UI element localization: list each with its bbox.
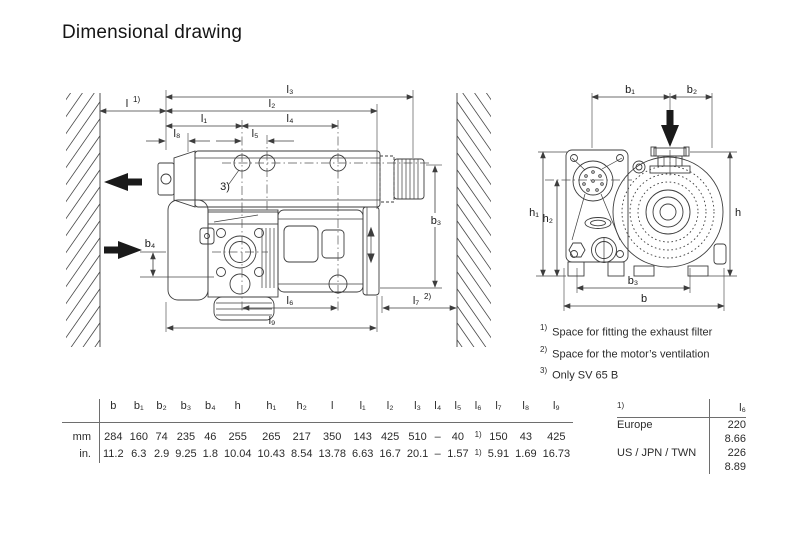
region-row-us-jpn-twn [617,446,746,460]
region-header-dim: l₆ [710,399,747,417]
region-table-wrapper [617,399,746,474]
connector [573,161,613,201]
footnote-marker-2: 2) [424,292,432,301]
col-header-l5: l₅ [444,399,471,423]
cell-in: 1.8 [202,448,218,461]
cell-in: – [434,448,441,461]
col-header-b3: b₃ [172,399,199,423]
cell-in: 6.63 [351,448,374,461]
region-label: US / JPN / TWN [617,446,697,459]
cell-in: 5.91 [487,448,510,461]
cell-in: 16.7 [379,448,401,461]
dimension-table [62,399,573,463]
right-wall [453,45,499,400]
cell-mm: 160 [129,430,148,443]
col-header-l2: l₂ [376,399,403,423]
cell-mm: – [434,430,441,443]
cell-in: 11.2 [103,448,124,461]
dim-label-h: h [735,207,742,219]
exhaust-filter [380,156,424,202]
region-row-europe [617,417,746,432]
left-wall [58,45,104,400]
col-header-h1: h₁ [255,399,289,423]
region-value-mm: 226 [710,446,747,460]
col-header-l: l [315,399,349,423]
dimensions-front-view [529,84,741,311]
cell-mm: 43 [519,430,532,443]
footnotes [540,324,712,389]
cell-in: 9.25 [175,448,197,461]
cell-in: 10.43 [257,448,286,461]
row-mm [62,423,573,446]
nameplate [585,218,611,229]
cell-mm-note [472,423,485,446]
region-row-europe-in [617,432,746,446]
dim-label-l1: l₁ [200,113,208,125]
dim-label-l8: l₈ [173,128,181,140]
inlet-flange [208,210,278,297]
cell-mm: 150 [489,430,508,443]
footnote-3 [540,367,712,382]
dim-label-l9: l₉ [268,315,276,327]
region-label [617,460,710,474]
dim-label-l6: l₆ [286,295,294,307]
cell-mm: 350 [323,430,342,443]
cell-in: 6.3 [131,448,147,461]
col-header-b4: b₄ [200,399,221,423]
region-value-in: 8.66 [710,432,747,446]
footnote-1 [540,324,712,339]
col-header-l7: l₇ [485,399,512,423]
pump-cylinder [158,151,380,207]
cell-mm: 40 [451,430,465,443]
region-label [617,432,710,446]
unit-label: mm [62,423,100,446]
footnote-3-text: Only SV 65 B [552,369,619,382]
cell-mm: 265 [262,430,281,443]
cell-in-note [472,446,485,464]
col-header-l9: l₉ [540,399,574,423]
cell-mm: 425 [547,430,566,443]
col-header-l3: l₃ [404,399,431,423]
region-header-note [617,399,710,417]
cell-mm: 510 [408,430,427,443]
col-header-b2: b₂ [151,399,172,423]
region-row-us-jpn-twn-in [617,460,746,474]
motor [278,207,379,295]
cell-in: 8.54 [291,448,313,461]
cell-in: 13.78 [318,448,346,461]
col-header-l8: l₈ [512,399,539,423]
region-value-mm: 220 [710,417,747,432]
cell-mm: 284 [104,430,123,443]
dim-label-b1: b₁ [625,84,635,96]
footnote-marker-3: 3) [220,181,230,193]
dim-label-h2: h₂ [542,213,553,225]
dim-label-b3-front: b₃ [627,275,639,287]
cell-in: 16.73 [542,448,571,461]
page-title: Dimensional drawing [62,22,243,43]
cell-mm: 255 [228,430,247,443]
unit-header-empty [62,399,100,423]
footnote-2 [540,346,712,361]
dim-label-l5: l₅ [251,128,259,140]
cell-mm: 217 [292,430,311,443]
footnote-2-text: Space for the motor’s ventilation [552,348,710,361]
dim-label-b: b [640,293,648,305]
col-header-b1: b₁ [127,399,151,423]
cell-mm: 235 [176,430,196,443]
cell-in: 1.57 [447,448,469,461]
col-header-l6: l₆ [472,399,485,423]
cell-in: 2.9 [153,448,170,461]
oil-sump [214,297,274,320]
dim-label-l4: l₄ [286,113,294,125]
col-header-h: h [221,399,255,423]
dim-label-b2: b₂ [686,84,698,96]
dim-label-l3: l₃ [286,84,294,96]
row-in [62,446,573,464]
cell-mm: 74 [155,430,168,443]
region-footnote-marker: 1) [617,401,625,410]
unit-label: in. [62,446,100,464]
dim-label-h1: h₁ [529,207,539,219]
cell-in: 10.04 [223,448,252,461]
cell-in: 1.69 [515,448,537,461]
outlet-flow-arrow [104,173,142,191]
left-housing [168,200,214,300]
intake-flow-arrow [661,110,679,147]
dim-label-l: l [125,98,129,110]
col-header-l1: l₁ [349,399,376,423]
cell-footnote-marker: 1) [474,430,482,439]
cell-mm: 46 [204,430,217,443]
dim-label-b3: b₃ [430,215,442,227]
footnote-marker-1: 1) [133,95,141,104]
fan-housing [613,157,726,276]
region-table [617,399,746,474]
footnote-1-marker: 1) [540,323,548,332]
inlet-flow-arrow [104,241,142,259]
footnote-2-marker: 2) [540,344,548,354]
cell-mm: 425 [380,430,400,443]
region-value-in: 8.89 [710,460,747,474]
region-table-header-row [617,399,746,417]
col-header-b: b [100,399,127,423]
pump-front-view [566,147,726,276]
cell-mm: 143 [353,430,372,443]
footnote-3-marker: 3) [540,366,548,376]
cell-footnote-marker: 1) [474,447,482,457]
dim-label-l7: l₇ [412,295,420,307]
footnote-1-text: Space for fitting the exhaust filter [552,326,713,339]
dim-label-l2: l₂ [268,98,276,110]
col-header-h2: h₂ [288,399,315,423]
region-label: Europe [617,418,653,431]
col-header-l4: l₄ [431,399,444,423]
cell-in: 20.1 [406,448,429,461]
dimension-table-header-row [62,399,573,423]
dimension-table-wrapper [62,399,573,463]
dim-label-b4: b₄ [144,238,156,250]
lifting-eye [633,161,645,173]
sight-glass [592,238,617,263]
